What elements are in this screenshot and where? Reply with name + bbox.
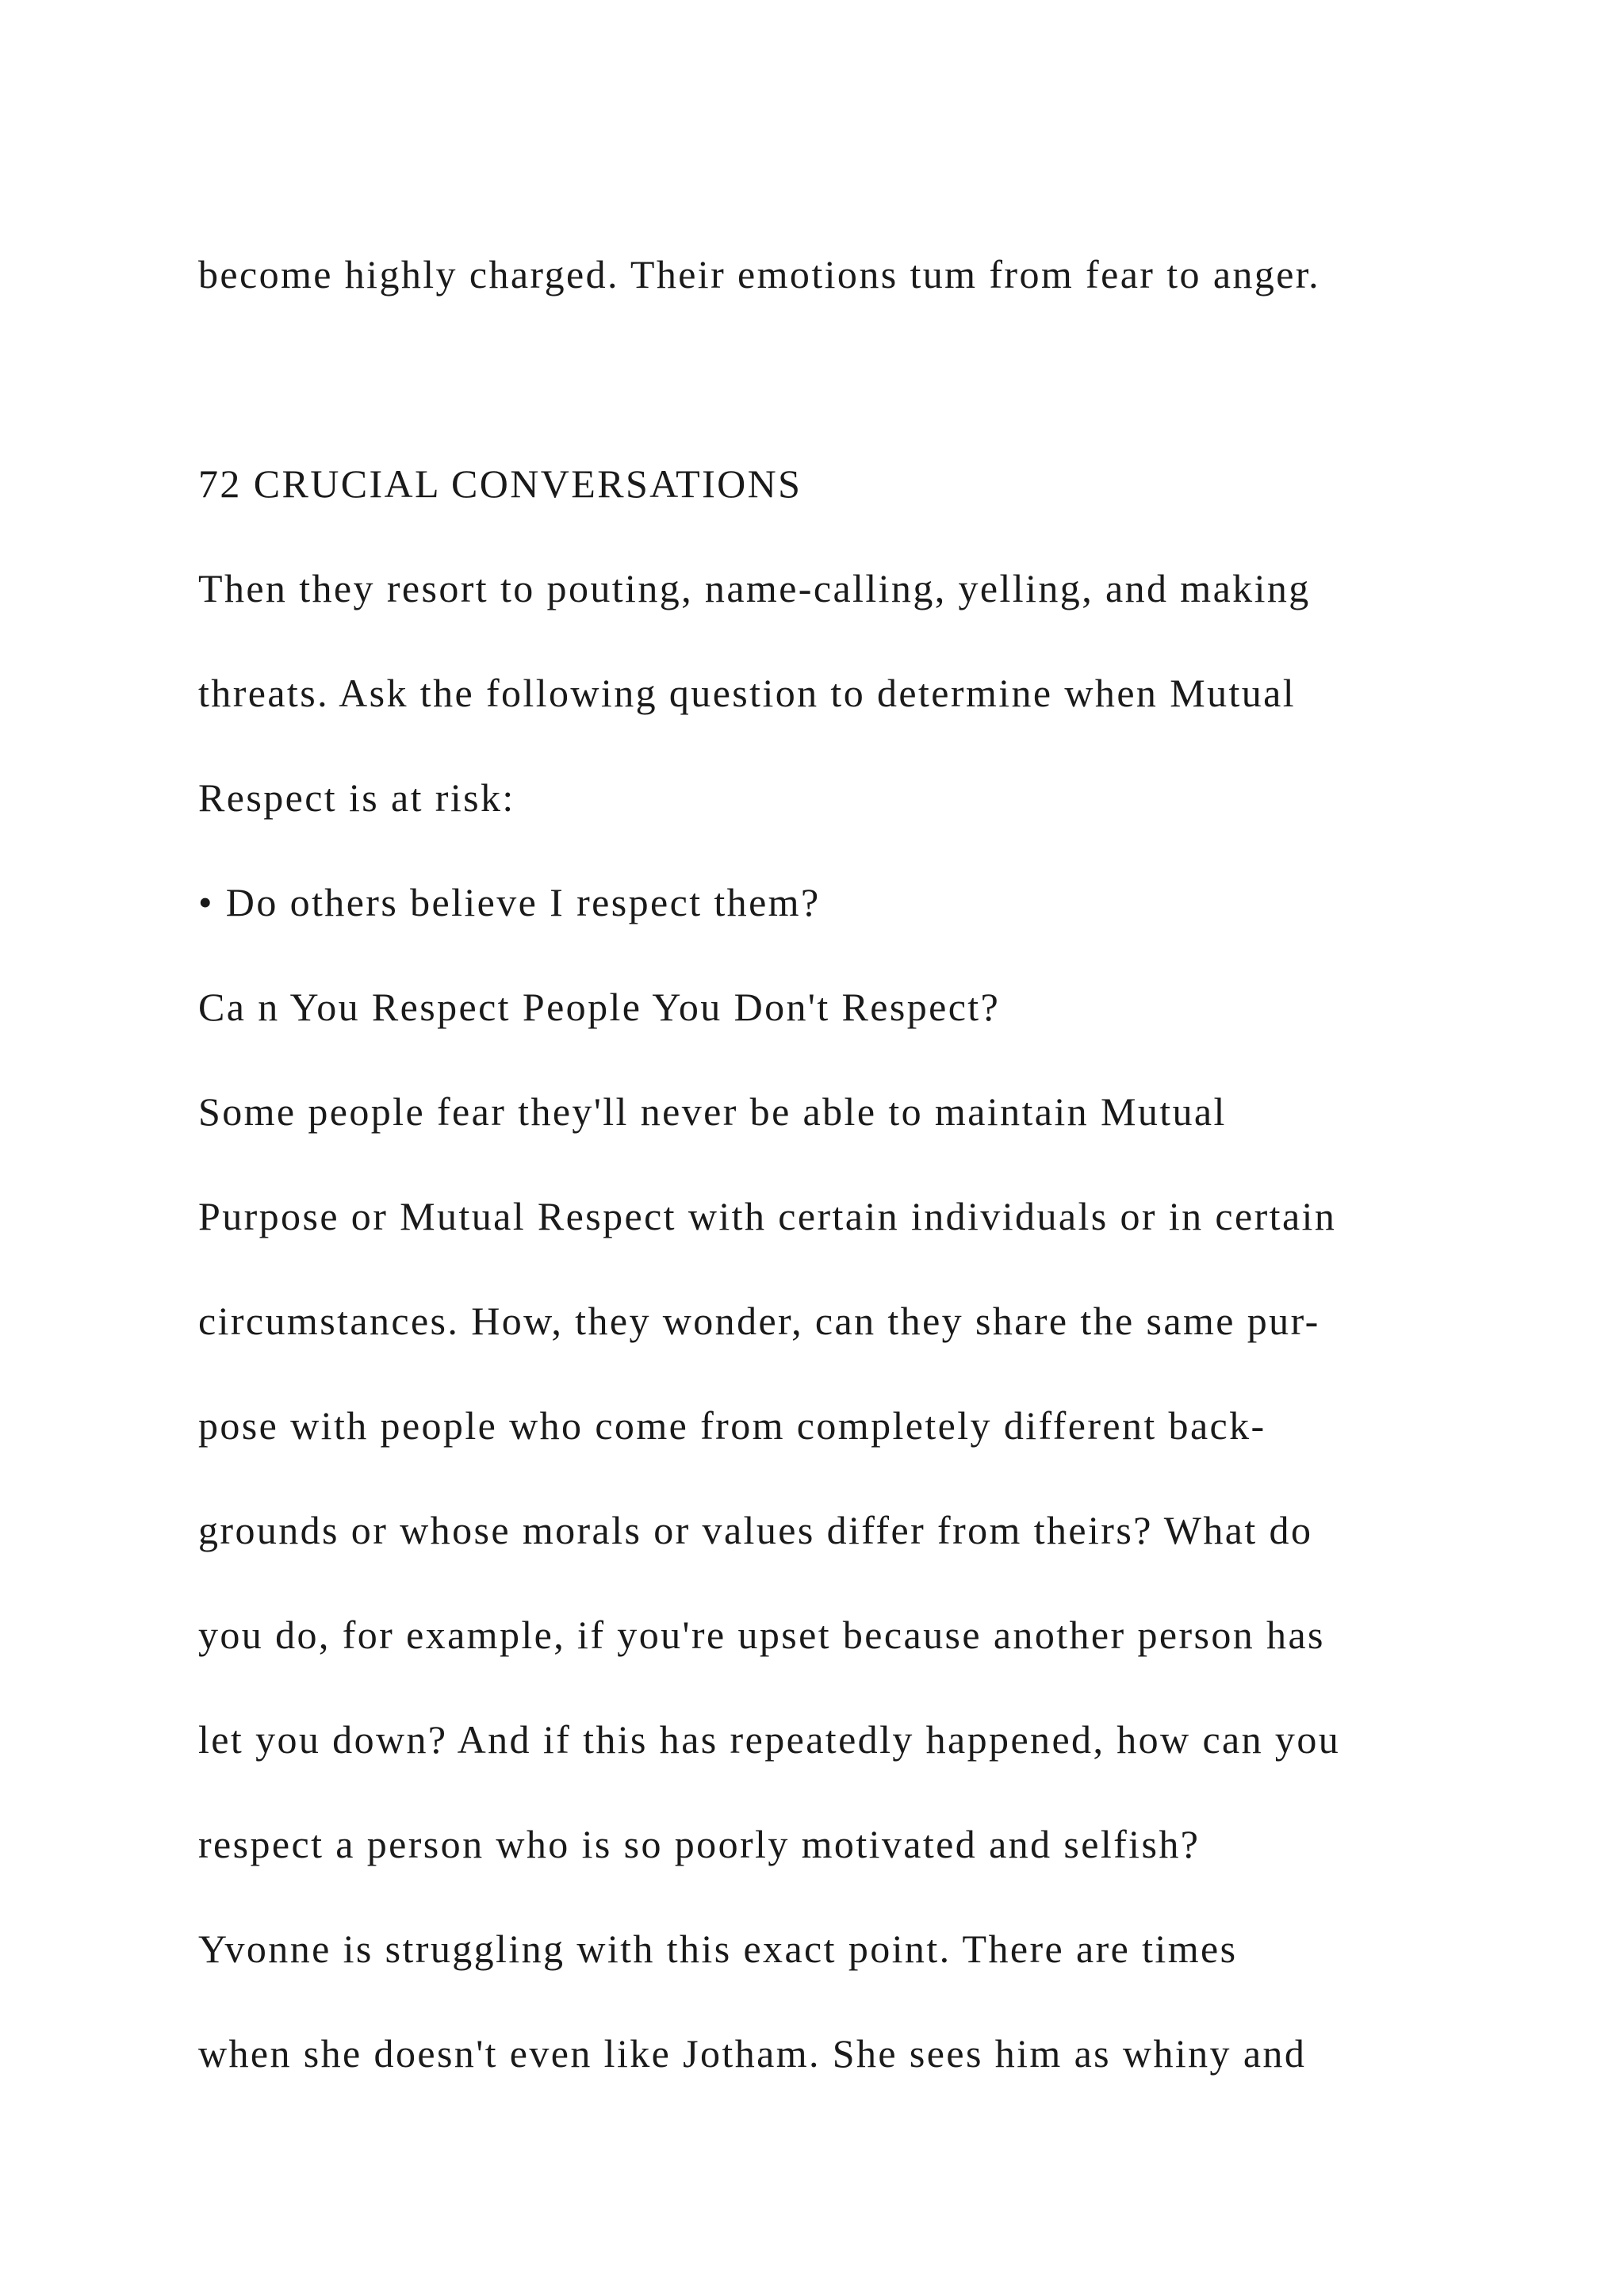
section-heading: Ca n You Respect People You Don't Respect? (198, 985, 1001, 1029)
text-line: Then they resort to pouting, name-calling, yelling, and making (198, 566, 1311, 610)
text-line: Some people fear they'll never be able to maintain Mutual (198, 1089, 1227, 1134)
text-line: Respect is at risk: (198, 775, 515, 820)
text-line: let you down? And if this has repeatedly happened, how can you (198, 1717, 1341, 1762)
text-line: respect a person who is so poorly motivated and selfish? (198, 1822, 1201, 1866)
text-line: grounds or whose morals or values differ from theirs? What do (198, 1508, 1313, 1552)
text-line: pose with people who come from completely different back- (198, 1403, 1266, 1448)
text-line: Yvonne is struggling with this exact point. There are times (198, 1927, 1238, 1971)
text-line: Purpose or Mutual Respect with certain individuals or in certain (198, 1194, 1337, 1238)
bullet-item: • Do others believe I respect them? (198, 880, 821, 924)
text-line: threats. Ask the following question to determine when Mutual (198, 671, 1297, 715)
text-line: you do, for example, if you're upset because another person has (198, 1613, 1325, 1657)
running-header: 72 CRUCIAL CONVERSATIONS (198, 461, 802, 506)
text-line: when she doesn't even like Jotham. She sees him as whiny and (198, 2031, 1307, 2076)
text-line: become highly charged. Their emotions tum from fear to anger. (198, 252, 1321, 297)
text-line: circumstances. How, they wonder, can they share the same pur- (198, 1299, 1320, 1343)
